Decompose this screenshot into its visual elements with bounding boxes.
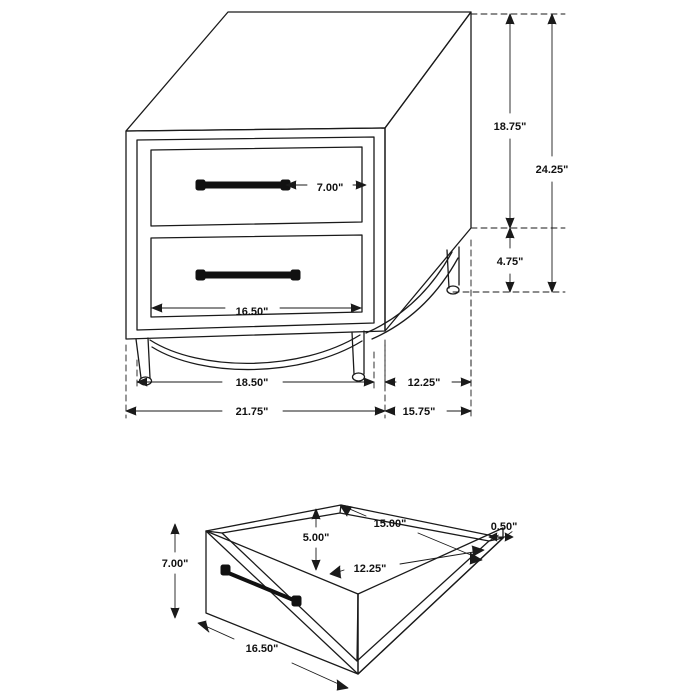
base-brace-front (150, 335, 362, 370)
dimension-label-drawer-interior-width: 15.00" (373, 518, 407, 530)
dimension-label-side-depth-inner: 12.25" (407, 377, 441, 389)
drawer-pull-bottom-hardware (196, 270, 300, 280)
cabinet-top-surface (126, 12, 471, 131)
dimension-label-drawer-side-thickness: 0.50" (490, 521, 518, 533)
dimension-label-drawer-height: 7.00" (161, 558, 189, 570)
dimension-label-overall-height: 24.25" (535, 164, 569, 176)
dimension-label-drawer-pull-top: 7.00" (316, 182, 344, 194)
drawer-detail-pull-hardware (221, 565, 301, 606)
front-frame-inner (137, 137, 374, 330)
drawer-pull-top-hardware (196, 180, 290, 190)
nightstand-perspective-view (126, 12, 568, 418)
drawer-detail-view (162, 505, 518, 690)
dimension-label-drawer-inner-depth: 12.25" (353, 563, 387, 575)
dimension-label-overall-depth: 15.75" (402, 406, 436, 418)
dimension-label-cabinet-body-height: 18.75" (493, 121, 527, 133)
dimension-label-drawer-interior-depth: 5.00" (302, 532, 330, 544)
dimension-label-drawer-front-length: 16.50" (245, 643, 279, 655)
base-brace-side (366, 252, 458, 339)
dimension-labels-perspective (236, 121, 569, 418)
dimension-label-front-width-inner: 18.50" (235, 377, 269, 389)
dimension-label-drawer-front-width: 16.50" (235, 306, 269, 318)
dimension-label-leg-height: 4.75" (496, 256, 524, 268)
dimension-label-overall-width: 21.75" (235, 406, 269, 418)
cabinet-side-face (385, 12, 471, 331)
leg-front-left (136, 338, 152, 385)
